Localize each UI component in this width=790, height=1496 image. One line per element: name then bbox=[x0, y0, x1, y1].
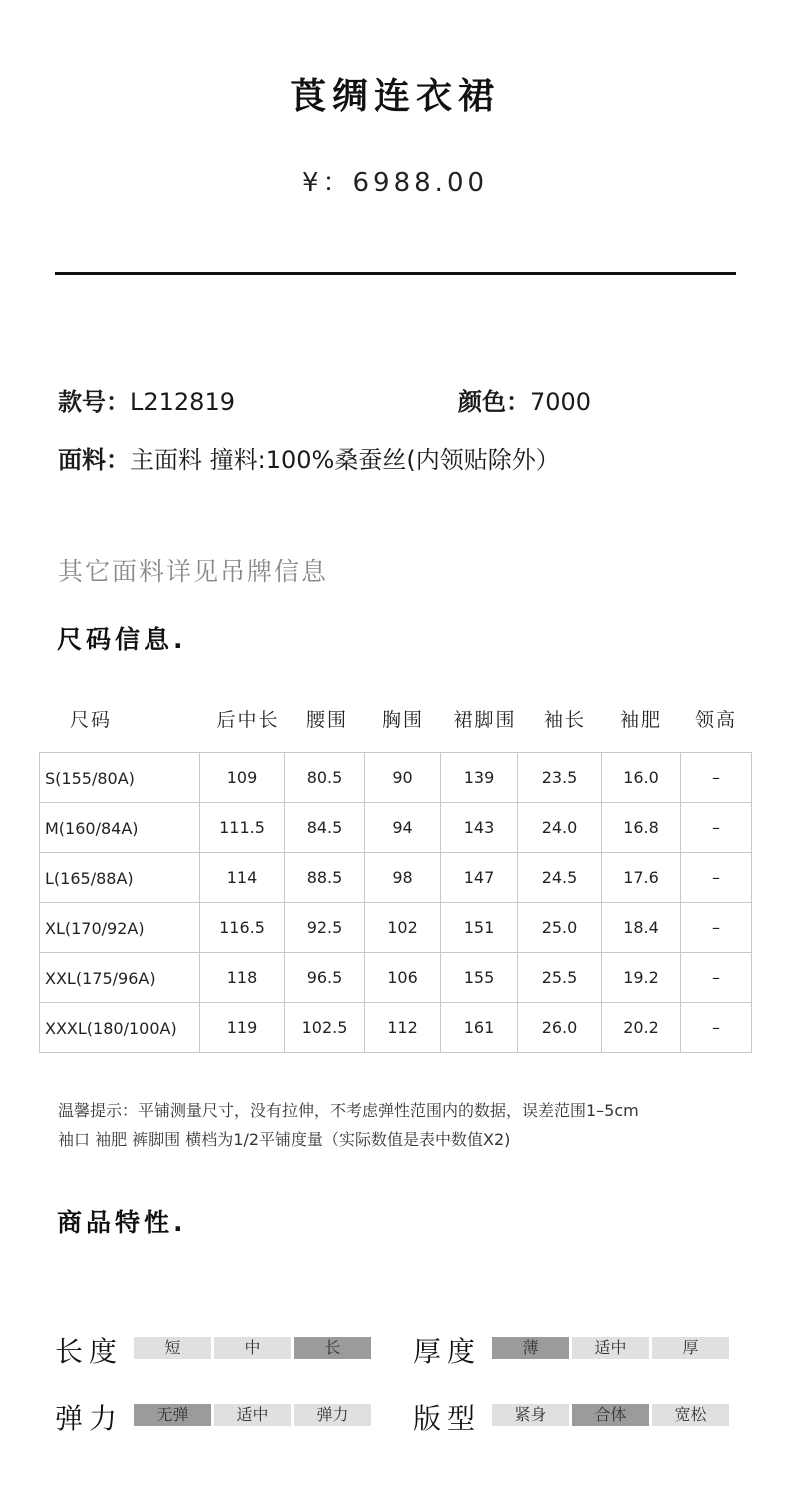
size-header-back-length: 后中长 bbox=[216, 709, 280, 731]
table-cell: 84.5 bbox=[285, 803, 365, 853]
style-number bbox=[58, 382, 235, 417]
feature-label-length: 长度 bbox=[55, 1335, 124, 1368]
table-cell: – bbox=[681, 853, 752, 903]
table-cell: 92.5 bbox=[285, 903, 365, 953]
table-cell: 17.6 bbox=[602, 853, 681, 903]
table-row bbox=[40, 1003, 752, 1053]
table-cell: 161 bbox=[441, 1003, 518, 1053]
table-cell: – bbox=[681, 903, 752, 953]
size-section-title: 尺码信息. bbox=[57, 625, 187, 654]
table-cell: 16.0 bbox=[602, 753, 681, 803]
product-price: ¥：6988.00 bbox=[301, 168, 489, 198]
table-cell: 119 bbox=[200, 1003, 285, 1053]
table-cell: – bbox=[681, 1003, 752, 1053]
size-header-hem: 裙脚围 bbox=[453, 709, 517, 731]
table-cell: 109 bbox=[200, 753, 285, 803]
tip-line-2: 袖口 袖肥 裤脚围 横档为1/2平铺度量（实际数值是表中数值X2) bbox=[58, 1130, 511, 1149]
table-cell: 102 bbox=[365, 903, 441, 953]
style-number-label: 款号： bbox=[58, 388, 130, 416]
table-cell: XXXL(180/100A) bbox=[40, 1003, 200, 1053]
feature-scale-fit bbox=[492, 1404, 729, 1426]
table-cell: 88.5 bbox=[285, 853, 365, 903]
feature-option: 适中 bbox=[572, 1337, 649, 1359]
table-cell: S(155/80A) bbox=[40, 753, 200, 803]
table-cell: 94 bbox=[365, 803, 441, 853]
color-value: 7000 bbox=[530, 388, 592, 416]
table-cell: XXL(175/96A) bbox=[40, 953, 200, 1003]
size-header-collar-height: 领高 bbox=[694, 709, 737, 731]
feature-label-elasticity: 弹力 bbox=[55, 1402, 124, 1435]
table-row bbox=[40, 953, 752, 1003]
table-cell: 118 bbox=[200, 953, 285, 1003]
table-cell: 25.0 bbox=[518, 903, 602, 953]
table-cell: 139 bbox=[441, 753, 518, 803]
feature-scale-elasticity bbox=[134, 1404, 371, 1426]
table-cell: 106 bbox=[365, 953, 441, 1003]
fabric-label: 面料： bbox=[58, 446, 130, 474]
table-cell: L(165/88A) bbox=[40, 853, 200, 903]
table-cell: 26.0 bbox=[518, 1003, 602, 1053]
feature-option: 适中 bbox=[214, 1404, 291, 1426]
feature-option: 紧身 bbox=[492, 1404, 569, 1426]
table-cell: 24.0 bbox=[518, 803, 602, 853]
table-cell: 18.4 bbox=[602, 903, 681, 953]
size-header-sleeve-length: 袖长 bbox=[543, 709, 586, 731]
color-label: 颜色： bbox=[458, 388, 530, 416]
table-cell: 155 bbox=[441, 953, 518, 1003]
table-cell: M(160/84A) bbox=[40, 803, 200, 853]
other-fabric-note: 其它面料详见吊牌信息 bbox=[58, 557, 329, 586]
table-cell: 96.5 bbox=[285, 953, 365, 1003]
table-cell: 19.2 bbox=[602, 953, 681, 1003]
feature-scale-length bbox=[134, 1337, 371, 1359]
table-cell: 24.5 bbox=[518, 853, 602, 903]
table-cell: – bbox=[681, 953, 752, 1003]
table-cell: 116.5 bbox=[200, 903, 285, 953]
table-cell: – bbox=[681, 753, 752, 803]
table-cell: 16.8 bbox=[602, 803, 681, 853]
feature-label-fit: 版型 bbox=[413, 1402, 482, 1435]
product-title: 莨绸连衣裙 bbox=[289, 76, 500, 117]
feature-option: 长 bbox=[294, 1337, 371, 1359]
style-number-value: L212819 bbox=[130, 388, 235, 416]
color-code bbox=[458, 382, 591, 417]
table-cell: 20.2 bbox=[602, 1003, 681, 1053]
size-header-chest: 胸围 bbox=[381, 709, 424, 731]
feature-scale-thickness bbox=[492, 1337, 729, 1359]
size-header-size: 尺码 bbox=[70, 709, 113, 731]
table-cell: 102.5 bbox=[285, 1003, 365, 1053]
feature-option: 合体 bbox=[572, 1404, 649, 1426]
table-cell: 90 bbox=[365, 753, 441, 803]
table-cell: 25.5 bbox=[518, 953, 602, 1003]
size-table bbox=[39, 752, 752, 1053]
table-row bbox=[40, 853, 752, 903]
feature-label-thickness: 厚度 bbox=[413, 1335, 482, 1368]
table-row bbox=[40, 903, 752, 953]
size-header-waist: 腰围 bbox=[305, 709, 348, 731]
feature-option: 宽松 bbox=[652, 1404, 729, 1426]
fabric-info bbox=[58, 440, 560, 475]
table-cell: – bbox=[681, 803, 752, 853]
table-cell: 147 bbox=[441, 853, 518, 903]
table-cell: 80.5 bbox=[285, 753, 365, 803]
feature-option: 中 bbox=[214, 1337, 291, 1359]
table-cell: XL(170/92A) bbox=[40, 903, 200, 953]
table-cell: 112 bbox=[365, 1003, 441, 1053]
table-row bbox=[40, 803, 752, 853]
feature-option: 短 bbox=[134, 1337, 211, 1359]
table-cell: 114 bbox=[200, 853, 285, 903]
table-row bbox=[40, 753, 752, 803]
table-cell: 143 bbox=[441, 803, 518, 853]
table-cell: 111.5 bbox=[200, 803, 285, 853]
features-section-title: 商品特性. bbox=[57, 1208, 187, 1237]
feature-option: 厚 bbox=[652, 1337, 729, 1359]
table-cell: 98 bbox=[365, 853, 441, 903]
size-header-sleeve-width: 袖肥 bbox=[619, 709, 662, 731]
feature-option: 无弹 bbox=[134, 1404, 211, 1426]
fabric-value: 主面料 撞料:100%桑蚕丝(内领贴除外） bbox=[130, 446, 560, 474]
table-cell: 151 bbox=[441, 903, 518, 953]
tip-line-1: 温馨提示：平铺测量尺寸，没有拉伸，不考虑弹性范围内的数据，误差范围1–5cm bbox=[58, 1101, 639, 1120]
feature-option: 弹力 bbox=[294, 1404, 371, 1426]
divider bbox=[55, 272, 736, 275]
feature-option: 薄 bbox=[492, 1337, 569, 1359]
table-cell: 23.5 bbox=[518, 753, 602, 803]
